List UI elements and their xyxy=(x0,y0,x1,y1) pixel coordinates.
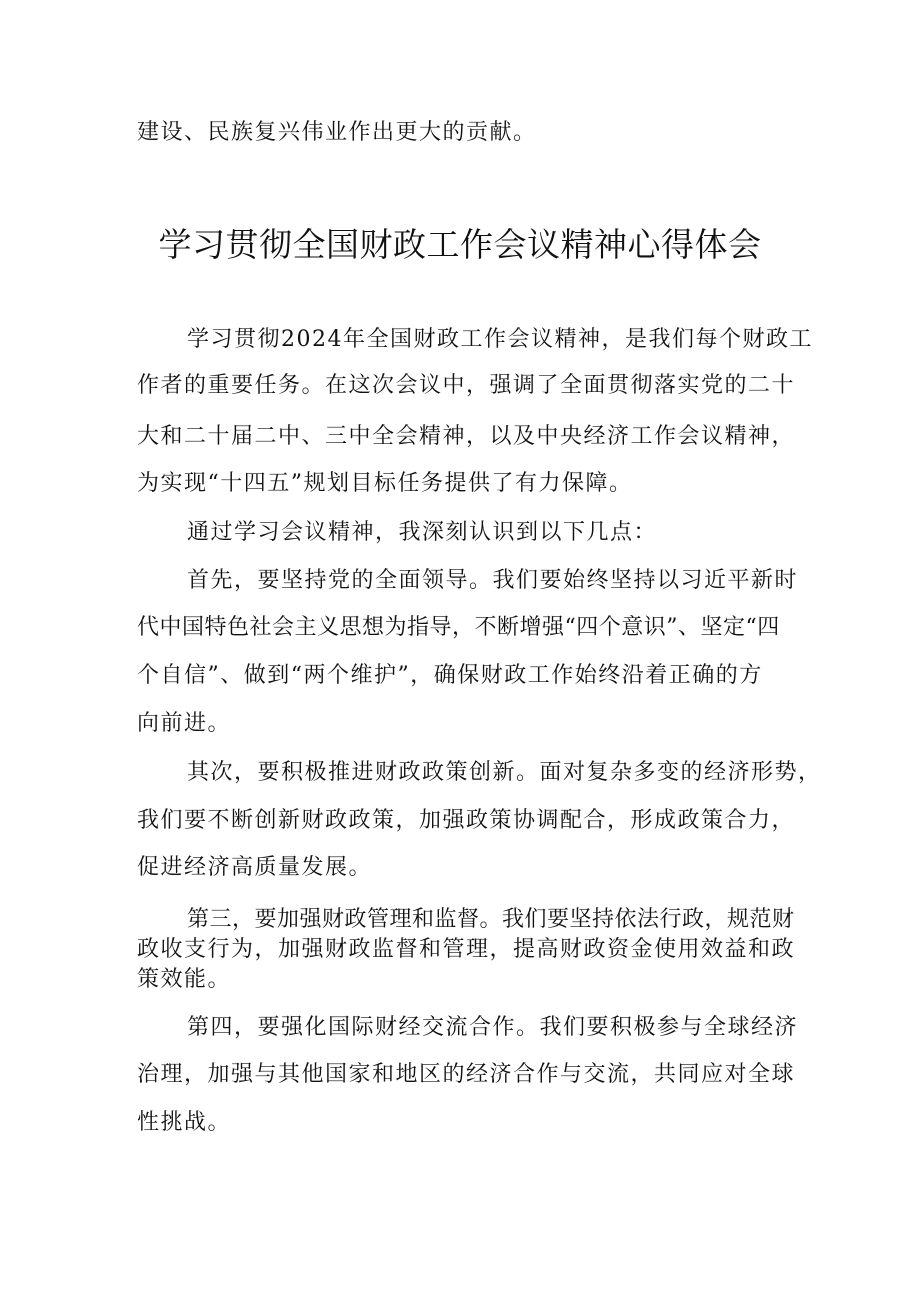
paragraph-line: 个自信”、做到“两个维护”，确保财政工作始终沿着正确的方 xyxy=(137,663,763,688)
paragraph-line: 第三，要加强财政管理和监督。我们要坚持依法行政，规范财 xyxy=(187,907,795,932)
paragraph-line: 策效能。 xyxy=(137,967,232,992)
paragraph-line: 为实现“十四五”规划目标任务提供了有力保障。 xyxy=(137,471,633,496)
paragraph-line: 其次，要积极推进财政政策创新。面对复杂多变的经济形势， xyxy=(187,760,822,785)
paragraph-line: 促进经济高质量发展。 xyxy=(137,855,373,880)
continuation-line: 建设、民族复兴伟业作出更大的贡献。 xyxy=(137,120,537,145)
paragraph-line: 向前进。 xyxy=(137,711,232,736)
document-title: 学习贯彻全国财政工作会议精神心得体会 xyxy=(158,225,762,264)
paragraph-line: 首先，要坚持党的全面领导。我们要始终坚持以习近平新时 xyxy=(187,568,799,593)
paragraph-line: 性挑战。 xyxy=(137,1110,232,1135)
paragraph-line: 第四，要强化国际财经交流合作。我们要积极参与全球经济 xyxy=(187,1015,799,1040)
paragraph-line: 作者的重要任务。在这次会议中，强调了全面贯彻落实党的二十 xyxy=(137,373,796,398)
paragraph-line: 代中国特色社会主义思想为指导，不断增强“四个意识”、坚定“四 xyxy=(137,615,780,640)
paragraph-line: 我们要不断创新财政政策，加强政策协调配合，形成政策合力， xyxy=(137,808,796,833)
paragraph-line: 学习贯彻2024年全国财政工作会议精神，是我们每个财政工 xyxy=(187,327,813,352)
paragraph-line: 治理，加强与其他国家和地区的经济合作与交流，共同应对全球 xyxy=(137,1062,796,1087)
paragraph-line: 政收支行为，加强财政监督和管理，提高财政资金使用效益和政 xyxy=(137,937,796,962)
paragraph-line: 通过学习会议精神，我深刻认识到以下几点： xyxy=(187,520,658,545)
paragraph-line: 大和二十届二中、三中全会精神，以及中央经济工作会议精神， xyxy=(137,424,796,449)
